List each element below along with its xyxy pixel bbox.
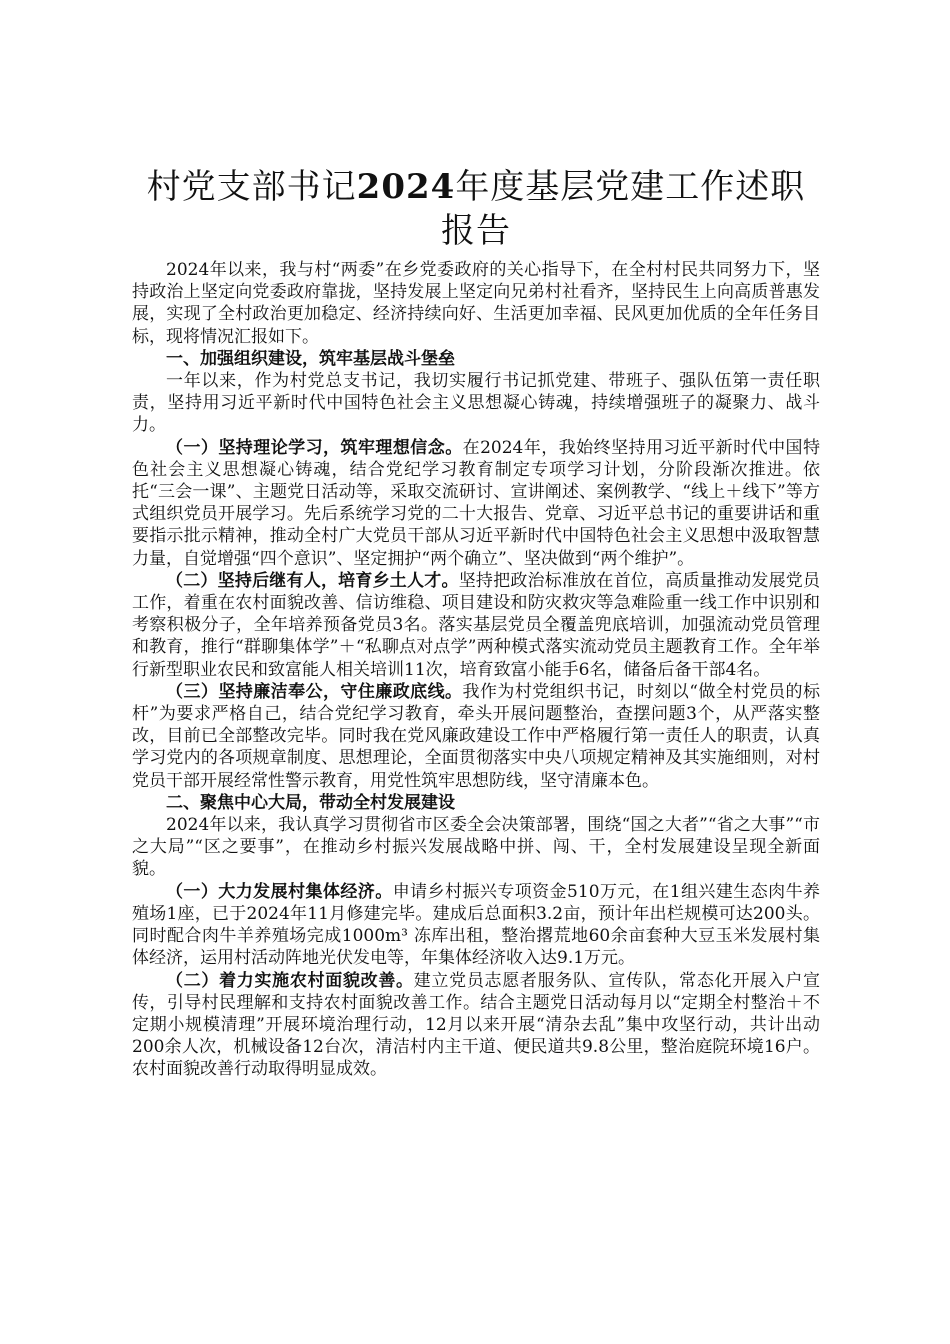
section-1-item-2 bbox=[132, 570, 820, 681]
section-2-heading: 二、聚焦中心大局，带动全村发展建设 bbox=[166, 792, 455, 813]
section-2-intro: 2024年以来，我认真学习贯彻省市区委全会决策部署，围绕“国之大者”“省之大事”“市之大局”“区之要事”，在推动乡村振兴发展战略中拼、闯、干，全村发展建设呈现全新面貌。 bbox=[132, 815, 820, 880]
item-text: 建立党员志愿者服务队、宣传队，常态化开展入户宣传，引导村民理解和支持农村面貌改善工作。结合主题党日活动每月以“定期全村整治＋不定期小规模清理”开展环境治理行动，12月以来开展“清杂去乱”集中攻坚行动，共计出动200余人次，机械设备12台次，清洁村内主干道、便民道共9.8公里，整治庭院环境16户。农村面貌改善行动取得明显成效。 bbox=[132, 970, 821, 1080]
intro-paragraph: 2024年以来，我与村“两委”在乡党委政府的关心指导下，在全村村民共同努力下，坚持政治上坚定向党委政府靠拢，坚持发展上坚定向兄弟村社看齐，坚持民生上向高质普惠发展，实现了全村政治更加稳定、经济持续向好、生活更加幸福、民风更加优质的全年任务目标，现将情况汇报如下。 bbox=[132, 260, 820, 347]
section-2-item-1 bbox=[132, 881, 820, 970]
document-title bbox=[132, 165, 820, 253]
section-1-item-1 bbox=[132, 437, 820, 570]
section-1-item-3 bbox=[132, 681, 820, 792]
item-text: 我作为村党组织书记，时刻以“做全村党员的标杆”为要求严格自己，结合党纪学习教育，牵头开展问题整治，查摆问题3个，从严落实整改，目前已全部整改完毕。同时我在党风廉政建设工作中严格履行第一责任人的职责，认真学习党内的各项规章制度、思想理论，全面贯彻落实中央八项规定精神及其实施细则，对村党员干部开展经常性警示教育，用党性筑牢思想防线，坚守清廉本色。 bbox=[132, 681, 820, 791]
title-part1: 村党支部书记 bbox=[146, 167, 357, 207]
section-1-heading: 一、加强组织建设，筑牢基层战斗堡垒 bbox=[166, 348, 455, 369]
title-year: 2024 bbox=[356, 167, 456, 207]
item-lead: （三）坚持廉洁奉公，守住廉政底线。 bbox=[166, 681, 463, 702]
item-text: 在2024年，我始终坚持用习近平新时代中国特色社会主义思想凝心铸魂，结合党纪学习教育制定专项学习计划，分阶段渐次推进。依托“三会一课”、主题党日活动等，采取交流研讨、宣讲阐述、案例教学、“线上＋线下”等方式组织党员开展学习。先后系统学习党的二十大报告、党章、习近平总书记的重要讲话和重要指示批示精神，推动全村广大党员干部从习近平新时代中国特色社会主义思想中汲取智慧力量，自觉增强“四个意识”、坚定拥护“两个确立”、坚决做到“两个维护”。 bbox=[132, 437, 821, 569]
item-text: 申请乡村振兴专项资金510万元，在1组兴建生态肉牛养殖场1座，已于2024年11月修建完毕。建成后总面积3.2亩，预计年出栏规模可达200头。同时配合肉牛羊养殖场完成1000m³ 冻库出租，整治撂荒地60余亩套种大豆玉米发展村集体经济，运用村活动阵地光伏发电等，年集体经济收入达9.1万元。 bbox=[132, 881, 821, 969]
document-page bbox=[132, 165, 820, 1081]
title-part2: 年度基层党建工作述职报告 bbox=[441, 167, 806, 251]
item-lead: （一）大力发展村集体经济。 bbox=[166, 881, 393, 902]
item-lead: （二）坚持后继有人，培育乡土人才。 bbox=[166, 570, 459, 591]
item-text: 坚持把政治标准放在首位，高质量推动发展党员工作，着重在农村面貌改善、信访维稳、项目建设和防灾救灾等急难险重一线工作中识别和考察积极分子，全年培养预备党员3名。落实基层党员全覆盖兜底培训，加强流动党员管理和教育，推行“群聊集体学”＋“私聊点对点学”两种模式落实流动党员主题教育工作。全年举行新型职业农民和致富能人相关培训11次，培育致富小能手6名，储备后备干部4名。 bbox=[132, 570, 821, 680]
item-lead: （一）坚持理论学习，筑牢理想信念。 bbox=[166, 437, 463, 458]
document-body bbox=[132, 259, 820, 1081]
item-lead: （二）着力实施农村面貌改善。 bbox=[166, 970, 414, 991]
section-2-item-2 bbox=[132, 970, 820, 1081]
section-1-intro: 一年以来，作为村党总支书记，我切实履行书记抓党建、带班子、强队伍第一责任职责，坚持用习近平新时代中国特色社会主义思想凝心铸魂，持续增强班子的凝聚力、战斗力。 bbox=[132, 371, 820, 436]
